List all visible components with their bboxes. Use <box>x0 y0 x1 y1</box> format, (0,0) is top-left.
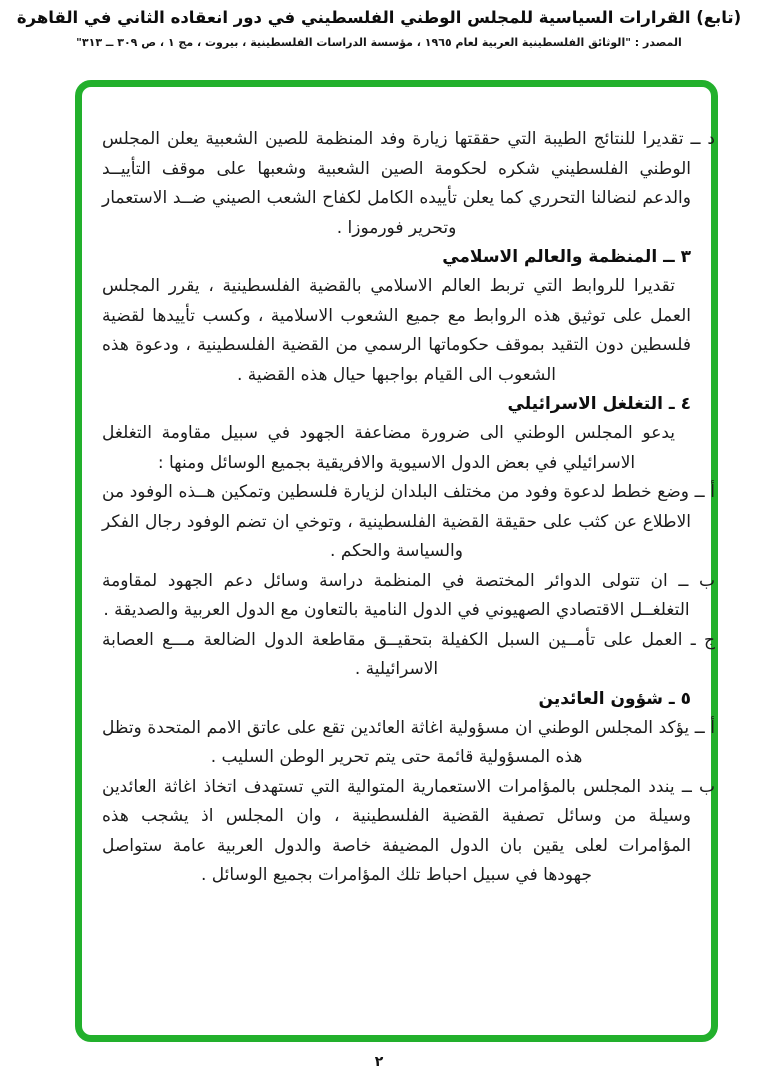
page-header <box>0 6 758 51</box>
document-body <box>102 125 715 891</box>
section-5-heading: ٥ ـ شؤون العائدين <box>538 688 691 709</box>
section-4-clause-jim: ج ـ العمل على تأمــين السبل الكفيلة بتحقيــق مقاطعة الدول الضالعة مـــع العصابة الاسرائيلية . <box>102 629 715 679</box>
section-5-clause-alef: أ ــ يؤكد المجلس الوطني ان مسؤولية اغاثة العائدين تقع على عاتق الامم المتحدة وتظل هذه المسؤولية قائمة حتى يتم تحرير الوطن السليب . <box>102 717 715 767</box>
section-3-paragraph: تقديرا للروابط التي تربط العالم الاسلامي بالقضية الفلسطينية ، يقرر المجلس العمل على توثيق هذه الروابط مع جميع الشعوب الاسلامية ، وكسب تأييدها لقضية فلسطين دون التقيد بموقف حكوماتها الرسمي من القضية الفلسطينية ، ودعوة هذه الشعوب الى القيام بواجبها حيال هذه القضية . <box>102 276 691 385</box>
section-3-heading: ٣ ــ المنظمة والعالم الاسلامي <box>442 247 691 267</box>
section-4-intro-paragraph: يدعو المجلس الوطني الى ضرورة مضاعفة الجهود في سبيل مقاومة التغلغل الاسرائيلي في بعض الدول الاسيوية والافريقية بجميع الوسائل ومنها : <box>102 423 675 473</box>
section-4-heading: ٤ ـ التغلغل الاسرائيلي <box>507 394 691 414</box>
section-5-clause-ba: ب ــ يندد المجلس بالمؤامرات الاستعمارية المتوالية التي تستهدف اتخاذ اغاثة العائدين وسيلة من وسائل تصفية القضية الفلسطينية ، وان المجلس اذ يشجب هذه المؤامرات لعلى يقين بان الدول المضيفة خاصة والدول العربية عامة ستواصل جهودها في سبيل احباط تلك المؤامرات بجميع الوسائل . <box>102 776 715 885</box>
document-title: (تابع) القرارات السياسية للمجلس الوطني الفلسطيني في دور انعقاده الثاني في القاهرة <box>16 8 742 27</box>
page-number: ٢ <box>374 1054 384 1070</box>
green-border-frame <box>75 80 718 1042</box>
section-4-clause-ba: ب ــ ان تتولى الدوائر المختصة في المنظمة دراسة وسائل دعم الجهود لمقاومة التغلغــل الاقتصادي الصهيوني في الدول النامية بالتعاون مع الدول العربية والصديقة . <box>102 570 715 620</box>
clause-dal: د ــ تقديرا للنتائج الطيبة التي حققتها زيارة وفد المنظمة للصين الشعبية يعلن المجلس الوطني الفلسطيني شكره لحكومة الصين الشعبية وشعبها على موقف التأييــد والدعم لنضالنا التحرري كما يعلن تأييده الكامل لكفاح الشعب الصيني ضــد الاستعمار وتحرير فورموزا . <box>102 129 715 238</box>
document-source-line: المصدر : "الوثائق الفلسطينية العربية لعام ١٩٦٥ ، مؤسسة الدراسات الفلسطينية ، بيروت ، مج ١ ، ص ٣٠٩ ــ ٣١٣" <box>76 36 682 49</box>
section-4-clause-alef: أ ــ وضع خطط لدعوة وفود من مختلف البلدان لزيارة فلسطين وتمكين هــذه الوفود من الاطلاع عن كثب على حقيقة القضية الفلسطينية ، وتوخي ان تضم الوفود رجال الفكر والسياسة والحكم . <box>102 482 715 561</box>
